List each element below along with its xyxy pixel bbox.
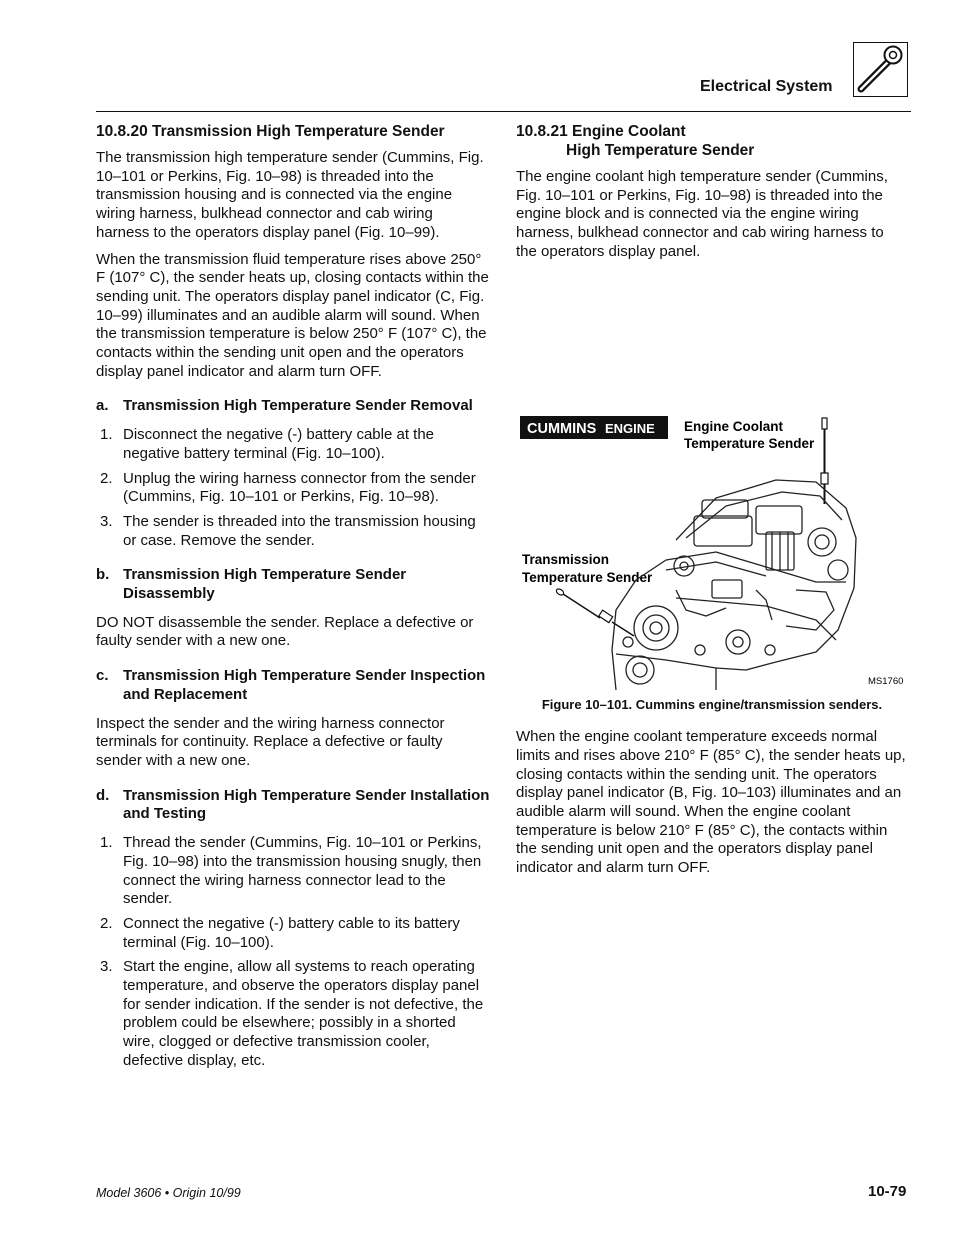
list-item: 1. Thread the sender (Cummins, Fig. 10–101 or Perkins, Fig. 10–98) into the transmission housing snugly, then connect the wiring harness connector lead to the sender.	[100, 834, 482, 908]
transmission-sender-icon	[555, 587, 634, 635]
list-item: 2. Connect the negative (-) battery cable to its battery terminal (Fig. 10–100).	[100, 914, 460, 951]
subsection-title: Transmission High Temperature Sender Disassembly	[123, 566, 407, 603]
page-number: 10-79	[868, 1183, 907, 1200]
callout-coolant-line1: Engine Coolant	[684, 418, 783, 434]
footer-model: Model 3606 • Origin 10/99	[96, 1186, 241, 1200]
list-item: 3. Start the engine, allow all systems to reach operating temperature, and observe the operators display panel for sender indication. If the sender is not defective, the problem could be elsewhere; possibly in a shorted wire, clogged or defective transmission cooler, defective display, etc.	[100, 958, 484, 1069]
subsection-title: Transmission High Temperature Sender Installation and Testing	[123, 786, 490, 823]
callout-trans-line2: Temperature Sender	[522, 569, 653, 585]
figure-code: MS1760	[868, 675, 904, 687]
tag-cummins-text: CUMMINS	[527, 420, 597, 437]
left-column	[96, 122, 490, 1079]
subsection-letter: b.	[96, 566, 110, 584]
subsection-letter: a.	[96, 397, 109, 415]
subsection-heading-inspection	[96, 667, 490, 704]
engine-figure	[516, 270, 908, 690]
removal-steps	[96, 426, 490, 550]
section-title-coolant: 10.8.21 Engine Coolant High Temperature Sender	[516, 123, 755, 159]
header-rule	[96, 111, 911, 112]
tag-engine-text: ENGINE	[605, 420, 655, 436]
section-header-title: Electrical System	[700, 78, 833, 95]
subsection-heading-disassembly	[96, 566, 490, 603]
subsection-title: Transmission High Temperature Sender Removal	[123, 397, 473, 415]
wrench-icon	[853, 42, 908, 97]
list-item: 3. The sender is threaded into the transmission housing or case. Remove the sender.	[100, 512, 476, 549]
subsection-title: Transmission High Temperature Sender Inspection and Replacement	[123, 667, 486, 703]
paragraph: The transmission high temperature sender (Cummins, Fig. 10–101 or Perkins, Fig. 10–98) is threaded into the transmission housing and is connected via the engine wiring harness, bulkhead connector and cab wiring harness to the operators display panel (Fig. 10–99).	[96, 149, 484, 241]
subsection-heading-removal	[96, 397, 490, 416]
paragraph: When the engine coolant temperature exceeds normal limits and rises above 210° F (85° C), the sender heats up, closing contacts within the sending unit. The operators display panel indicator (B, Fig. 10–103) illuminates and an audible alarm will sound. When the engine coolant temperature is below 210° F (85° C), the contacts within the sending unit open and the operators display panel indicator and alarm turn OFF.	[516, 728, 906, 877]
paragraph: The engine coolant high temperature sender (Cummins, Fig. 10–101 or Perkins, Fig. 10–98) is threaded into the engine block and is connected via the engine wiring harness, bulkhead connector and cab wiring harness to the operators display panel.	[516, 168, 888, 260]
paragraph: DO NOT disassemble the sender. Replace a defective or faulty sender with a new one.	[96, 613, 474, 650]
list-item: 2. Unplug the wiring harness connector from the sender (Cummins, Fig. 10–101 or Perkins, Fig. 10–98).	[100, 469, 476, 506]
subsection-heading-installation	[96, 787, 490, 824]
engine-outline	[612, 480, 856, 690]
right-column	[516, 122, 908, 886]
list-item: 1. Disconnect the negative (-) battery cable at the negative battery terminal (Fig. 10–100).	[100, 426, 435, 462]
figure-caption: Figure 10–101. Cummins engine/transmission senders.	[541, 696, 883, 712]
callout-trans-line1: Transmission	[522, 551, 610, 567]
paragraph: Inspect the sender and the wiring harness connector terminals for continuity. Replace a defective or faulty sender with a new one.	[96, 714, 445, 769]
subsection-letter: c.	[96, 667, 109, 685]
installation-steps	[96, 834, 490, 1070]
section-title-transmission: 10.8.20 Transmission High Temperature Sender	[96, 123, 445, 140]
callout-coolant-line2: Temperature Sender	[684, 435, 815, 451]
engine-illustration	[516, 270, 908, 690]
paragraph: When the transmission fluid temperature rises above 250° F (107° C), the sender heats up, closing contacts within the sending unit. The operators display panel indicator (C, Fig. 10–99) illuminates and an audible alarm will sound. When the transmission temperature is below 250° F (107° C), the contacts within the sending unit open and the operators display panel indicator and alarm turn OFF.	[96, 250, 489, 380]
subsection-letter: d.	[96, 786, 110, 804]
